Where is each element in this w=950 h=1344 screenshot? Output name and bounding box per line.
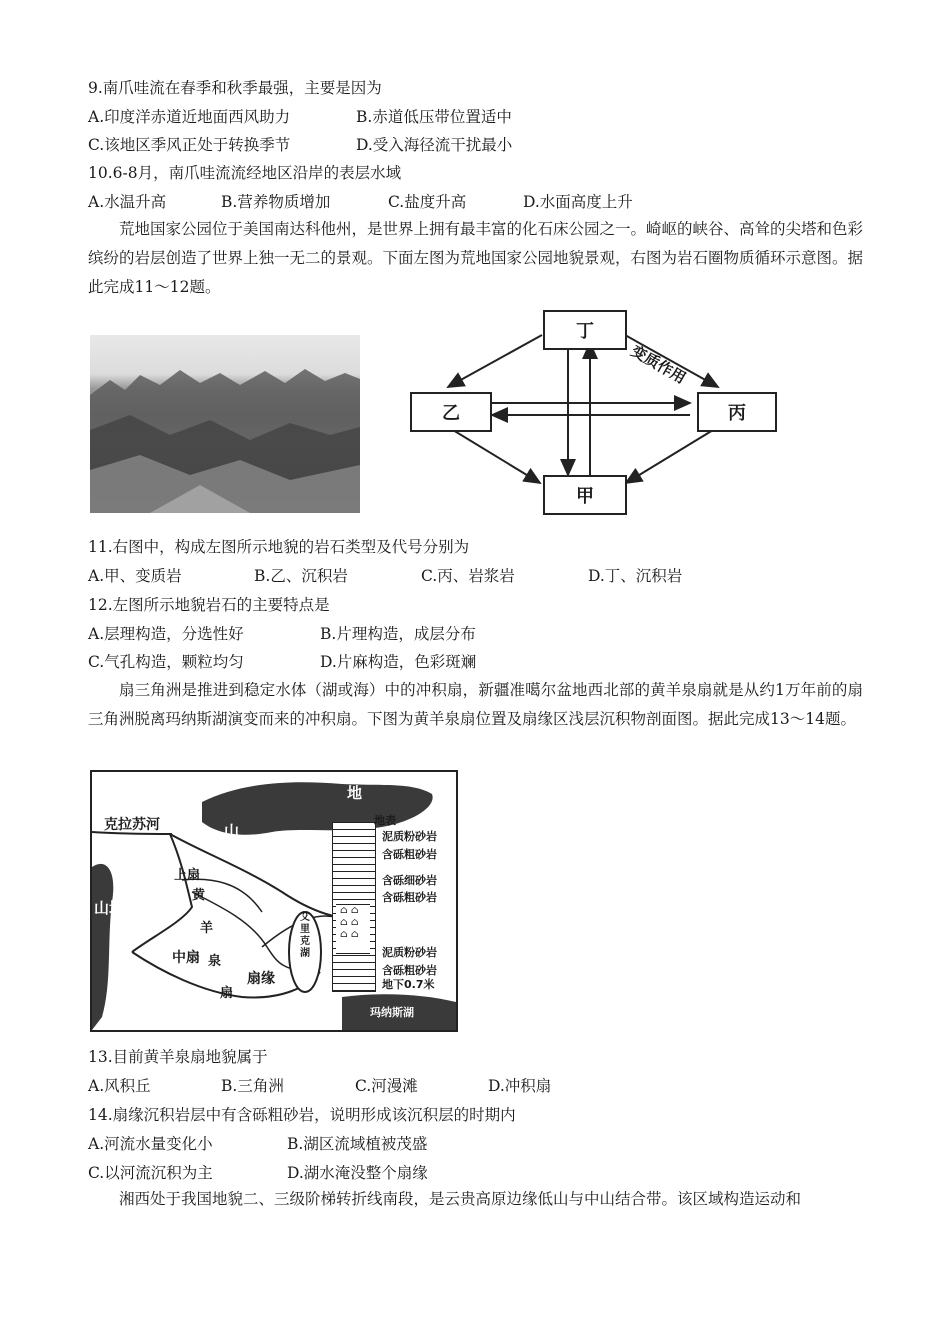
- q11-option-a: A.甲、变质岩: [88, 567, 182, 585]
- q14-option-b: B.湖区流域植被茂盛: [287, 1135, 428, 1153]
- q9-option-b: B.赤道低压带位置适中: [356, 108, 512, 126]
- q13-option-c: C.河漫滩: [355, 1077, 418, 1095]
- strata-label-3: 含砾细砂岩: [382, 874, 437, 887]
- strata-label-5: 泥质粉砂岩: [382, 946, 437, 959]
- strata-label-1: 泥质粉砂岩: [382, 830, 437, 843]
- q14-option-a: A.河流水量变化小: [88, 1135, 213, 1153]
- map-label-aili-lake: 艾里克湖: [300, 912, 310, 959]
- passage-fan-delta: 扇三角洲是推进到稳定水体（湖或海）中的冲积扇，新疆准噶尔盆地西北部的黄羊泉扇就是从约1万年前的扇三角洲脱离玛纳斯湖演变而来的冲积扇。下图为黄羊泉扇位置及扇缘区浅层沉积物剖面图。据此完成13～14题。: [88, 681, 863, 728]
- passage-western-hunan: 湘西处于我国地貌二、三级阶梯转折线南段，是云贵高原边缘低山与中山结合带。该区域构造运动和: [119, 1190, 802, 1208]
- map-label-quan: 泉: [208, 954, 222, 969]
- strata-label-surface: 地表: [374, 814, 396, 827]
- q12-option-d: D.片麻构造，色彩斑斓: [320, 653, 477, 671]
- q12-stem: 12.左图所示地貌岩石的主要特点是: [88, 596, 330, 614]
- q11-option-d: D.丁、沉积岩: [588, 567, 683, 585]
- rock-cycle-node-yi: 乙: [410, 392, 492, 432]
- q14-stem: 14.扇缘沉积岩层中有含砾粗砂岩，说明形成该沉积层的时期内: [88, 1106, 516, 1124]
- q14-option-c: C.以河流沉积为主: [88, 1164, 213, 1182]
- metamorphism-label: 变质作用: [628, 341, 689, 388]
- map-label-yang: 羊: [200, 921, 214, 936]
- map-label-upper-fan: 上扇: [174, 868, 201, 883]
- rock-cycle-node-ding: 丁: [543, 310, 627, 350]
- map-label-river: 克拉苏河: [104, 817, 160, 833]
- q13-option-b: B.三角洲: [221, 1077, 284, 1095]
- q10-option-b: B.营养物质增加: [221, 193, 331, 211]
- map-label-shan: 山: [224, 822, 240, 840]
- strata-gravel-layer: ⌂ ⌂ ⌂ ⌂ ⌂ ⌂: [336, 904, 370, 954]
- strata-label-4: 含砾粗砂岩: [382, 891, 437, 904]
- q14-option-d: D.湖水淹没整个扇缘: [287, 1164, 428, 1182]
- q13-stem: 13.目前黄羊泉扇地貌属于: [88, 1048, 268, 1066]
- q9-option-d: D.受入海径流干扰最小: [356, 136, 513, 154]
- q10-option-d: D.水面高度上升: [523, 193, 633, 211]
- q10-option-c: C.盐度升高: [388, 193, 467, 211]
- rock-cycle-node-bing: 丙: [697, 392, 777, 432]
- rock-cycle-node-jia: 甲: [543, 475, 627, 515]
- badlands-landscape-photo: [90, 335, 360, 513]
- q11-option-b: B.乙、沉积岩: [254, 567, 348, 585]
- q12-option-c: C.气孔构造，颗粒均匀: [88, 653, 244, 671]
- map-label-fan-edge: 扇缘: [247, 971, 275, 987]
- q13-option-a: A.风积丘: [88, 1077, 151, 1095]
- strata-label-6: 含砾粗砂岩: [382, 964, 437, 977]
- map-label-di: 地: [347, 784, 363, 802]
- q12-option-a: A.层理构造，分选性好: [88, 625, 244, 643]
- q9-option-c: C.该地区季风正处于转换季节: [88, 136, 291, 154]
- map-label-middle-fan: 中扇: [172, 950, 200, 966]
- q13-option-d: D.冲积扇: [488, 1077, 552, 1095]
- strata-label-2: 含砾粗砂岩: [382, 848, 437, 861]
- q9-option-a: A.印度洋赤道近地面西风助力: [88, 108, 291, 126]
- q12-option-b: B.片理构造，成层分布: [320, 625, 476, 643]
- map-label-manas-lake: 玛纳斯湖: [370, 1006, 414, 1019]
- q10-stem: 10.6-8月，南爪哇流流经地区沿岸的表层水域: [88, 164, 402, 182]
- map-label-huang: 黄: [192, 888, 206, 903]
- q9-stem: 9.南爪哇流在春季和秋季最强，主要是因为: [88, 79, 382, 97]
- map-label-shan-fan: 扇: [220, 986, 234, 1001]
- q11-stem: 11.右图中，构成左图所示地貌的岩石类型及代号分别为: [88, 538, 470, 556]
- huangyangquan-fan-map: [90, 770, 458, 1032]
- passage-badlands: 荒地国家公园位于美国南达科他州，是世界上拥有最丰富的化石床公园之一。崎岖的峡谷、高耸的尖塔和色彩缤纷的岩层创造了世界上独一无二的景观。下面左图为荒地国家公园地貌景观，右图为岩石圈物质循环示意图。据此完成11～12题。: [88, 220, 864, 296]
- q11-option-c: C.丙、岩浆岩: [421, 567, 515, 585]
- q10-option-a: A.水温升高: [88, 193, 167, 211]
- map-label-west-mountain: 山地: [94, 899, 125, 917]
- strata-label-depth: 地下0.7米: [382, 978, 435, 991]
